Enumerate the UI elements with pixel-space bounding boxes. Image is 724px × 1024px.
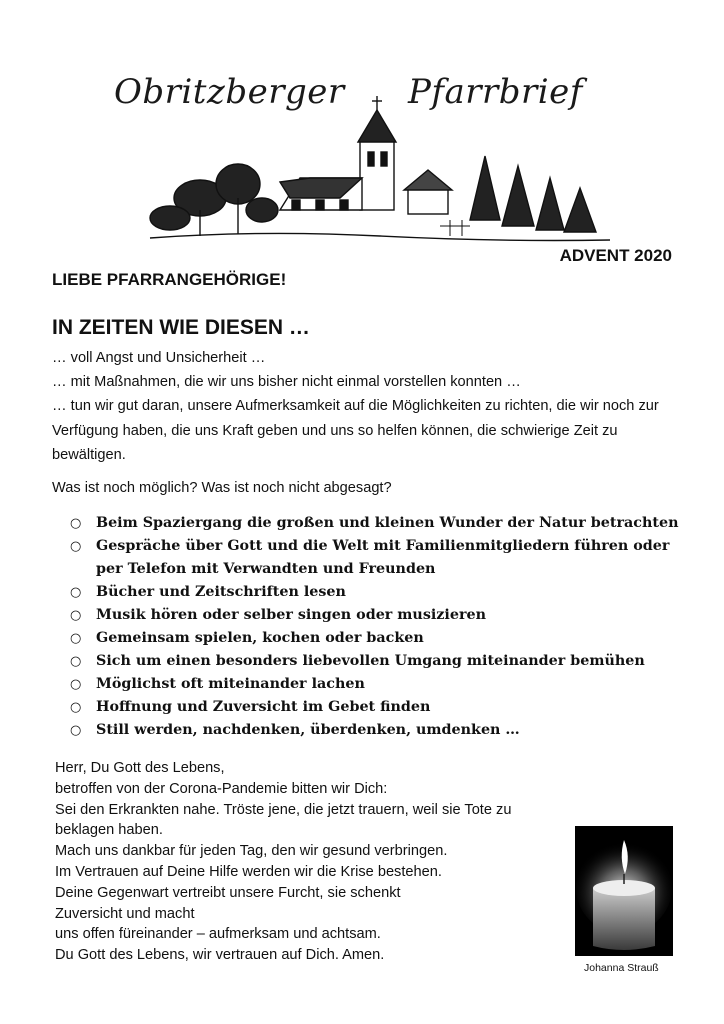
list-item-text: Still werden, nachdenken, überdenken, umdenken … bbox=[96, 722, 520, 738]
masthead-title-right: Pfarrbrief bbox=[408, 72, 583, 112]
list-item bbox=[70, 535, 680, 581]
list-item bbox=[70, 696, 680, 719]
list-item bbox=[70, 604, 680, 627]
circle-bullet-icon: ○ bbox=[70, 516, 82, 531]
church-illustration bbox=[140, 70, 620, 250]
intro-text bbox=[52, 346, 677, 467]
masthead bbox=[100, 40, 660, 250]
activity-list bbox=[70, 512, 680, 742]
circle-bullet-icon: ○ bbox=[70, 608, 82, 623]
prayer-line: Herr, Du Gott des Lebens, bbox=[55, 760, 225, 776]
intro-line: … voll Angst und Unsicherheit … bbox=[52, 350, 266, 366]
candle-photo bbox=[575, 826, 673, 956]
prayer-line: Mach uns dankbar für jeden Tag, den wir gesund verbringen. bbox=[55, 843, 448, 860]
list-item bbox=[70, 719, 680, 742]
list-item bbox=[70, 673, 680, 696]
circle-bullet-icon: ○ bbox=[70, 539, 82, 554]
circle-bullet-icon: ○ bbox=[70, 700, 82, 715]
circle-bullet-icon: ○ bbox=[70, 585, 82, 600]
list-item-text: Sich um einen besonders liebevollen Umgang miteinander bemühen bbox=[96, 653, 645, 669]
prayer-line: Zuversicht und macht bbox=[55, 905, 195, 922]
list-item-text: Beim Spaziergang die großen und kleinen Wunder der Natur betrachten bbox=[96, 515, 679, 531]
list-item-text: Hoffnung und Zuversicht im Gebet finden bbox=[96, 699, 431, 715]
greeting: LIEBE PFARRANGEHÖRIGE! bbox=[52, 270, 287, 289]
candle-icon bbox=[575, 826, 673, 956]
prayer-line: betroffen von der Corona-Pandemie bitten wir Dich: bbox=[55, 780, 388, 797]
list-item-text: Gemeinsam spielen, kochen oder backen bbox=[96, 630, 424, 646]
list-item bbox=[70, 512, 680, 535]
list-item bbox=[70, 650, 680, 673]
intro-line: … mit Maßnahmen, die wir uns bisher nicht einmal vorstellen konnten … bbox=[52, 374, 521, 391]
list-item-text: Musik hören oder selber singen oder musizieren bbox=[96, 607, 486, 623]
list-item bbox=[70, 627, 680, 650]
question: Was ist noch möglich? Was ist noch nicht abgesagt? bbox=[52, 480, 392, 496]
prayer-line: Im Vertrauen auf Deine Hilfe werden wir die Krise bestehen. bbox=[55, 863, 442, 880]
circle-bullet-icon: ○ bbox=[70, 631, 82, 646]
prayer-line: uns offen füreinander – aufmerksam und achtsam. bbox=[55, 926, 381, 943]
circle-bullet-icon: ○ bbox=[70, 677, 82, 692]
list-item-text: Möglichst oft miteinander lachen bbox=[96, 676, 365, 692]
issue-label: ADVENT 2020 bbox=[559, 246, 672, 265]
prayer-line: beklagen haben. bbox=[55, 822, 163, 839]
prayer-line: Sei den Erkrankten nahe. Tröste jene, die jetzt trauern, weil sie Tote zu bbox=[55, 801, 512, 818]
prayer-text bbox=[55, 758, 575, 966]
photo-caption: Johanna Strauß bbox=[584, 962, 659, 974]
prayer-line: Du Gott des Lebens, wir vertrauen auf Dich. Amen. bbox=[55, 947, 385, 964]
prayer-line: Deine Gegenwart vertreibt unsere Furcht, sie schenkt bbox=[55, 884, 401, 901]
circle-bullet-icon: ○ bbox=[70, 723, 82, 738]
circle-bullet-icon: ○ bbox=[70, 654, 82, 669]
section-heading: IN ZEITEN WIE DIESEN … bbox=[52, 316, 310, 339]
intro-line: … tun wir gut daran, unsere Aufmerksamkeit auf die Möglichkeiten zu richten, die wir noch zur Verfügung haben, die uns Kraft geben und uns so helfen können, die schwierige Zeit zu bewältigen. bbox=[52, 398, 659, 463]
list-item bbox=[70, 581, 680, 604]
masthead-title-left: Obritzberger bbox=[114, 72, 345, 112]
list-item-text: Bücher und Zeitschriften lesen bbox=[96, 584, 346, 600]
list-item-text: Gespräche über Gott und die Welt mit Familienmitgliedern führen oder per Telefon mit Verwandten und Freunden bbox=[96, 538, 670, 577]
